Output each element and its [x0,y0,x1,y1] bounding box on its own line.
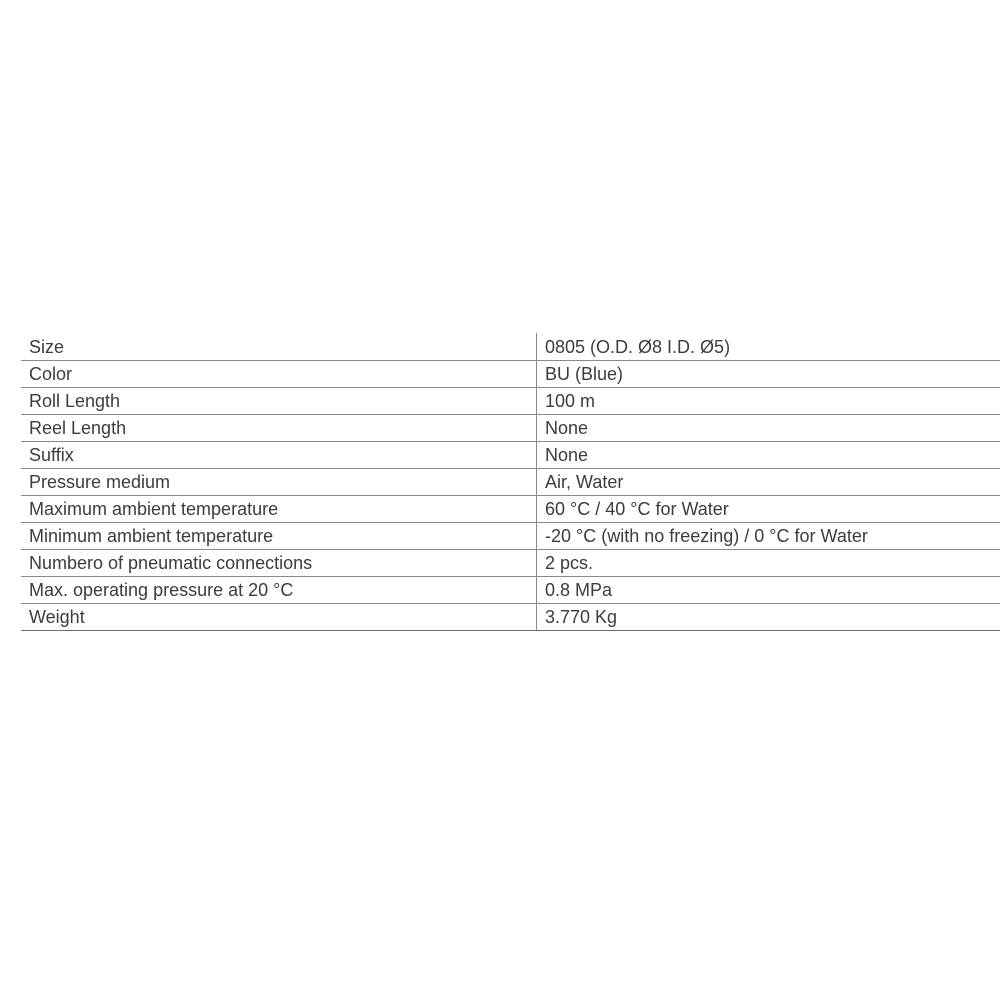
spec-label: Numbero of pneumatic connections [21,550,537,577]
spec-label: Maximum ambient temperature [21,496,537,523]
spec-value: Air, Water [537,469,1000,496]
spec-label: Weight [21,604,537,631]
spec-value: None [537,442,1000,469]
table-row [21,333,1000,361]
table-row [21,496,1000,523]
spec-label: Reel Length [21,415,537,442]
spec-label: Max. operating pressure at 20 °C [21,577,537,604]
table-row [21,415,1000,442]
spec-label: Roll Length [21,388,537,415]
table-row [21,442,1000,469]
spec-value: -20 °C (with no freezing) / 0 °C for Water [537,523,1000,550]
spec-value: 2 pcs. [537,550,1000,577]
table-row [21,604,1000,631]
table-row [21,361,1000,388]
spec-label: Size [21,333,537,361]
table-row [21,523,1000,550]
spec-table [21,333,1000,631]
spec-label: Suffix [21,442,537,469]
spec-value: 100 m [537,388,1000,415]
table-row [21,469,1000,496]
spec-value: 60 °C / 40 °C for Water [537,496,1000,523]
spec-value: 0.8 MPa [537,577,1000,604]
table-row [21,550,1000,577]
spec-value: BU (Blue) [537,361,1000,388]
spec-value: 3.770 Kg [537,604,1000,631]
spec-value: None [537,415,1000,442]
spec-label: Pressure medium [21,469,537,496]
table-row [21,388,1000,415]
spec-value: 0805 (O.D. Ø8 I.D. Ø5) [537,333,1000,361]
table-row [21,577,1000,604]
spec-label: Color [21,361,537,388]
spec-label: Minimum ambient temperature [21,523,537,550]
